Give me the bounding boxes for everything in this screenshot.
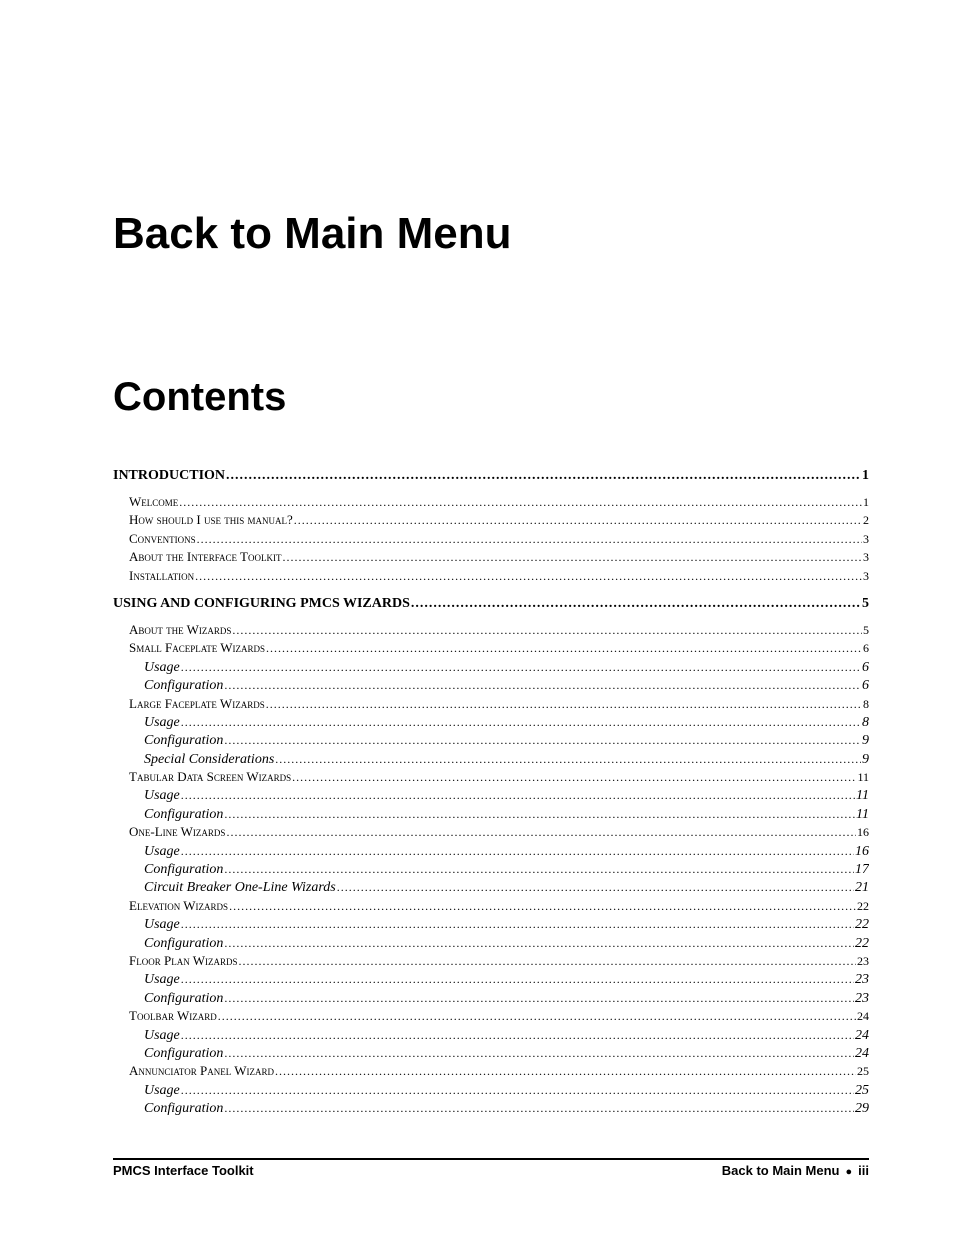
toc-dot-leader [411, 593, 861, 615]
toc-entry-page-number: 1 [862, 468, 869, 483]
toc-entry-page-number: 23 [855, 972, 869, 988]
toc-entry-page-number: 22 [857, 898, 869, 913]
toc-section-entry[interactable] [113, 1007, 869, 1025]
toc-subsection-entry[interactable] [113, 934, 869, 952]
toc-dot-leader [292, 768, 856, 786]
toc-dot-leader [224, 805, 855, 823]
toc-entry-label: Usage [144, 917, 180, 933]
toc-entry-label: Annunciator Panel Wizard [129, 1063, 274, 1079]
toc-entry-page-number: 1 [863, 495, 869, 509]
toc-dot-leader [224, 676, 861, 694]
document-page [113, 0, 869, 1235]
toc-entry-label: Configuration [144, 1045, 224, 1061]
toc-dot-leader [179, 493, 862, 511]
toc-dot-leader [224, 731, 861, 749]
toc-entry-label: Usage [144, 1082, 180, 1098]
toc-entry-label: Configuration [144, 806, 224, 822]
toc-subsection-entry[interactable] [113, 1081, 869, 1099]
toc-section-entry[interactable] [113, 639, 869, 657]
toc-subsection-entry[interactable] [113, 731, 869, 749]
toc-dot-leader [266, 639, 862, 657]
toc-entry-page-number: 22 [855, 917, 869, 933]
toc-entry-page-number: 22 [855, 935, 869, 951]
toc-entry-page-number: 23 [855, 990, 869, 1006]
back-to-main-menu-heading[interactable]: Back to Main Menu [113, 209, 512, 258]
toc-section-entry[interactable] [113, 952, 869, 970]
toc-dot-leader [181, 786, 855, 804]
toc-entry-label: Configuration [144, 990, 224, 1006]
toc-dot-leader [275, 1062, 856, 1080]
footer-bullet: ● [845, 1166, 853, 1178]
toc-entry-label: Usage [144, 972, 180, 988]
toc-entry-page-number: 6 [862, 659, 869, 675]
toc-subsection-entry[interactable] [113, 1026, 869, 1044]
toc-entry-page-number: 8 [862, 714, 869, 730]
toc-entry-label: Large Faceplate Wizards [129, 695, 265, 711]
toc-section-entry[interactable] [113, 768, 869, 786]
toc-section-entry[interactable] [113, 493, 869, 511]
toc-entry-label: Usage [144, 788, 180, 804]
toc-entry-page-number: 3 [863, 550, 869, 565]
toc-dot-leader [229, 897, 856, 915]
toc-dot-leader [181, 842, 854, 860]
toc-dot-leader [294, 511, 862, 529]
toc-entry-label: Configuration [144, 862, 224, 878]
toc-entry-page-number: 29 [855, 1101, 869, 1117]
toc-entry-label: Elevation Wizards [129, 897, 229, 913]
toc-entry-page-number: 25 [857, 1064, 869, 1079]
footer-right [722, 1162, 869, 1181]
toc-entry-page-number: 24 [855, 1045, 869, 1061]
table-of-contents [113, 465, 869, 1118]
toc-entry-page-number: 25 [855, 1082, 869, 1098]
toc-dot-leader [224, 934, 854, 952]
toc-subsection-entry[interactable] [113, 1044, 869, 1062]
toc-section-entry[interactable] [113, 530, 869, 548]
toc-entry-page-number: 2 [863, 513, 869, 528]
toc-entry-page-number: 11 [857, 770, 869, 785]
contents-heading: Contents [113, 375, 287, 419]
toc-subsection-entry[interactable] [113, 1099, 869, 1117]
toc-subsection-entry[interactable] [113, 860, 869, 878]
toc-subsection-entry[interactable] [113, 878, 869, 896]
toc-dot-leader [226, 823, 856, 841]
toc-dot-leader [224, 860, 854, 878]
toc-entry-page-number: 17 [855, 862, 869, 878]
toc-entry-label: Special Considerations [144, 751, 275, 767]
toc-entry-page-number: 9 [862, 733, 869, 749]
toc-entry-page-number: 11 [856, 788, 869, 804]
toc-dot-leader [266, 695, 862, 713]
toc-dot-leader [224, 1099, 854, 1117]
toc-entry-page-number: 3 [863, 531, 869, 546]
toc-entry-label: Usage [144, 843, 180, 859]
footer-back-to-main-menu-link[interactable]: Back to Main Menu [721, 1163, 840, 1178]
toc-dot-leader [181, 915, 854, 933]
toc-entry-label: Tabular Data Screen Wizards [129, 769, 292, 785]
toc-chapter-entry[interactable] [113, 593, 869, 615]
toc-entry-page-number: 24 [855, 1027, 869, 1043]
toc-entry-label: Welcome [129, 494, 179, 509]
toc-entry-page-number: 16 [857, 825, 869, 840]
toc-entry-label: Installation [129, 567, 195, 583]
toc-subsection-entry[interactable] [113, 915, 869, 933]
toc-entry-label: Usage [144, 659, 180, 675]
toc-section-entry[interactable] [113, 567, 869, 585]
toc-entry-label: Floor Plan Wizards [129, 952, 238, 968]
toc-entry-label: Toolbar Wizard [129, 1008, 217, 1024]
toc-section-entry[interactable] [113, 1062, 869, 1080]
toc-entry-label: USING AND CONFIGURING PMCS WIZARDS [113, 595, 410, 611]
toc-subsection-entry[interactable] [113, 786, 869, 804]
footer-divider [113, 1158, 869, 1160]
toc-section-entry[interactable] [113, 548, 869, 566]
toc-dot-leader [283, 548, 863, 566]
toc-entry-page-number: 6 [862, 678, 869, 694]
toc-entry-label: Configuration [144, 1101, 224, 1117]
toc-entry-page-number: 16 [855, 843, 869, 859]
toc-entry-label: Configuration [144, 935, 224, 951]
toc-subsection-entry[interactable] [113, 713, 869, 731]
toc-entry-page-number: 5 [862, 595, 869, 611]
toc-subsection-entry[interactable] [113, 750, 869, 768]
toc-entry-page-number: 11 [856, 806, 869, 822]
footer-title: PMCS Interface Toolkit [113, 1163, 254, 1178]
toc-entry-page-number: 8 [863, 696, 869, 711]
toc-entry-label: Small Faceplate Wizards [129, 640, 265, 656]
toc-subsection-entry[interactable] [113, 658, 869, 676]
toc-entry-page-number: 6 [863, 641, 869, 656]
toc-entry-page-number: 9 [862, 751, 869, 767]
toc-subsection-entry[interactable] [113, 805, 869, 823]
toc-section-entry[interactable] [113, 897, 869, 915]
toc-section-entry[interactable] [113, 621, 869, 639]
toc-section-entry[interactable] [113, 511, 869, 529]
toc-subsection-entry[interactable] [113, 970, 869, 988]
toc-dot-leader [275, 750, 861, 768]
toc-entry-label: How should I use this manual? [129, 512, 293, 528]
toc-entry-label: Usage [144, 1027, 180, 1043]
toc-dot-leader [337, 878, 854, 896]
toc-dot-leader [224, 989, 854, 1007]
toc-entry-page-number: 21 [855, 880, 869, 896]
toc-dot-leader [232, 621, 862, 639]
toc-dot-leader [197, 530, 862, 548]
toc-entry-page-number: 3 [863, 568, 869, 583]
toc-entry-label: Conventions [129, 530, 196, 546]
toc-dot-leader [181, 713, 861, 731]
toc-dot-leader [226, 465, 861, 487]
toc-entry-label: About the Wizards [129, 621, 232, 637]
toc-section-entry[interactable] [113, 823, 869, 841]
toc-subsection-entry[interactable] [113, 842, 869, 860]
toc-section-entry[interactable] [113, 695, 869, 713]
toc-entry-label: Configuration [144, 678, 224, 694]
toc-entry-page-number: 24 [857, 1009, 869, 1024]
toc-entry-page-number: 5 [863, 622, 869, 637]
toc-chapter-entry[interactable] [113, 465, 869, 487]
toc-dot-leader [239, 952, 857, 970]
toc-entry-label: About the Interface Toolkit [129, 549, 282, 565]
toc-dot-leader [181, 658, 861, 676]
toc-dot-leader [218, 1007, 856, 1025]
toc-dot-leader [181, 1081, 854, 1099]
toc-entry-label: INTRODUCTION [113, 468, 226, 483]
toc-entry-label: Usage [144, 714, 180, 730]
toc-entry-label: Circuit Breaker One-Line Wizards [144, 880, 336, 896]
toc-dot-leader [181, 970, 854, 988]
toc-entry-page-number: 23 [857, 953, 869, 968]
toc-entry-label: Configuration [144, 733, 224, 749]
toc-dot-leader [195, 567, 862, 585]
toc-entry-label: One-Line Wizards [129, 824, 226, 840]
toc-dot-leader [224, 1044, 854, 1062]
toc-dot-leader [181, 1026, 854, 1044]
toc-subsection-entry[interactable] [113, 676, 869, 694]
toc-subsection-entry[interactable] [113, 989, 869, 1007]
footer-page-number: iii [858, 1163, 869, 1178]
